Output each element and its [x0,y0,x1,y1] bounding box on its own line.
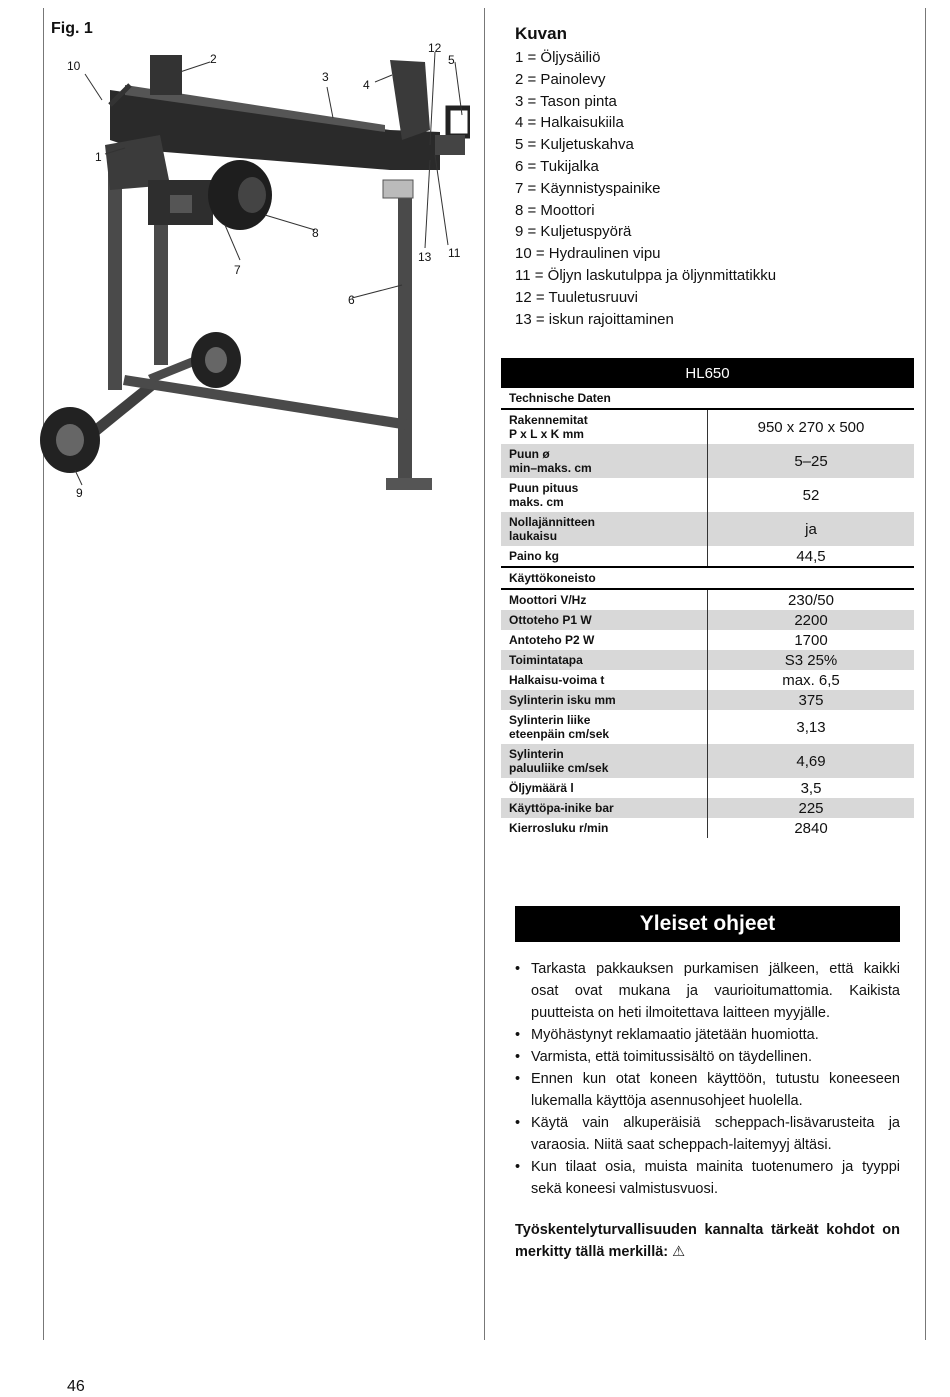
legend-item: 8 = Moottori [515,201,595,219]
spec-value: 2200 [708,610,915,630]
page-number: 46 [67,1378,85,1395]
legend-item: 2 = Painolevy [515,70,606,88]
legend-item: 10 = Hydraulinen vipu [515,245,661,263]
bullet-marker: • [515,1115,521,1131]
instruction-text: Varmista, että toimitussisältö on täydellinen. [531,1049,813,1065]
callout-13: 13 [418,250,432,264]
spec-value: 230/50 [708,589,915,610]
spec-label: Nollajännitteen laukaisu [501,512,708,546]
spec-row [501,546,914,567]
callout-5: 5 [448,53,455,67]
spec-label: Puun pituus maks. cm [509,481,579,509]
motor-endcap [238,177,266,213]
wheel-hub-front [56,424,84,456]
spec-value: 3,5 [708,778,915,798]
instructions-list [515,958,900,1200]
section-drive: Käyttökoneisto [501,567,914,589]
spec-row [501,778,914,798]
instruction-text: Myöhästynyt reklamaatio jätetään huomiotta. [531,1027,819,1043]
spec-row [501,690,914,710]
figure-legend [515,24,776,330]
support-leg [398,195,412,485]
callout-1: 1 [95,150,102,164]
legend-item: 13 = iskun rajoittaminen [515,310,674,328]
spec-row [501,818,914,838]
instruction-text: Ennen kun otat koneen käyttöön, tutustu koneeseen lukemalla käyttöja asennusohjeet huolella. [531,1071,900,1109]
model-header: HL650 [501,358,914,388]
front-leg-left [108,170,122,390]
column-divider-right [925,8,926,1340]
splitting-wedge [390,60,430,140]
legend-item: 5 = Kuljetuskahva [515,136,634,154]
spec-row [501,744,914,778]
spec-label: Paino kg [501,546,708,567]
start-button [170,195,192,213]
spec-value: S3 25% [708,650,915,670]
bullet-marker: • [515,1027,521,1043]
legend-title: Kuvan [515,24,567,43]
instruction-text: Tarkasta pakkauksen purkamisen jälkeen, että kaikki osat ovat mukana ja vaurioitumattomia. Kaikista puutteista on heti ilmoitettava laitteen myyjälle. [531,961,900,1021]
spec-value: 52 [708,478,915,512]
spec-row [501,610,914,630]
callout-7: 7 [234,263,241,277]
spec-label: Käyttöpa-inike bar [501,798,708,818]
log-splitter-illustration [30,30,470,500]
legend-item: 1 = Öljysäiliö [515,49,601,66]
legend-item: 9 = Kuljetuspyörä [515,223,632,241]
legend-item: 12 = Tuuletusruuvi [515,288,638,306]
instruction-text: Käytä vain alkuperäisiä scheppach-lisävarusteita ja varaosia. Niitä saat scheppach-laitemyyj ältäsi. [531,1115,900,1153]
leg-foot [386,478,432,490]
callout-6: 6 [348,293,355,307]
legend-item: 4 = Halkaisukiila [515,114,624,132]
safety-note: Työskentelyturvallisuuden kannalta tärkeät kohdot on merkitty tällä merkillä: ⚠ [515,1222,900,1260]
spec-label: Sylinterin liike eteenpäin cm/sek [509,713,610,741]
spec-label: Halkaisu-voima t [509,673,605,687]
leg-bracket [383,180,413,198]
callout-11: 11 [448,246,461,260]
bullet-marker: • [515,1159,521,1175]
spec-row [501,798,914,818]
spec-value: 5–25 [708,444,915,478]
spec-label: Sylinterin isku mm [501,690,708,710]
instruction-item [515,1046,900,1068]
instruction-item [515,1112,900,1156]
spec-value: 2840 [708,818,915,838]
column-divider-middle [484,8,485,1340]
spec-row [501,650,914,670]
spec-value: 3,13 [708,710,915,744]
spec-value: 1700 [708,630,915,650]
spec-label: Moottori V/Hz [509,593,587,607]
spec-row [501,478,914,512]
technical-data-table [501,358,914,838]
instruction-item [515,958,900,1024]
figure-label: Fig. 1 [51,20,93,37]
spec-row [501,409,914,444]
spec-row [501,630,914,650]
spec-row [501,710,914,744]
instruction-item [515,1024,900,1046]
legend-item: 3 = Tason pinta [515,92,617,110]
callout-8: 8 [312,226,319,240]
bullet-marker: • [515,961,521,977]
callout-10: 10 [67,59,81,73]
spec-label: Kierrosluku r/min [509,821,609,835]
spec-value: 375 [708,690,915,710]
spec-label: Puun ø min–maks. cm [501,444,708,478]
spec-value: max. 6,5 [708,670,915,690]
spec-row [501,512,914,546]
spec-value: ja [708,512,915,546]
spec-value: 4,69 [708,744,915,778]
bullet-marker: • [515,1049,521,1065]
callout-4: 4 [363,78,370,92]
spec-value: 225 [708,798,915,818]
spec-label: Antoteho P2 W [509,633,595,647]
instruction-text: Kun tilaat osia, muista mainita tuotenumero ja tyyppi sekä koneesi valmistusvuosi. [531,1159,900,1197]
spec-row [501,589,914,610]
wheel-hub-rear [205,347,227,373]
instruction-item [515,1156,900,1200]
spec-label: Öljymäärä l [509,781,574,795]
spec-row [501,670,914,690]
callout-9: 9 [76,486,83,500]
end-block [435,135,465,155]
spec-label: Sylinterin paluuliike cm/sek [501,744,708,778]
legend-item: 7 = Käynnistyspainike [515,179,661,197]
spec-value: 44,5 [708,546,915,567]
transport-handle [448,108,470,136]
legend-item: 6 = Tukijalka [515,157,599,175]
spec-label: Ottoteho P1 W [501,610,708,630]
spec-label: Toimintatapa [501,650,708,670]
spec-row [501,444,914,478]
instruction-item [515,1068,900,1112]
section-technical-data: Technische Daten [501,388,914,409]
legend-item: 11 = Öljyn laskutulppa ja öljynmittatikku [515,266,777,284]
callout-2: 2 [210,52,217,66]
callout-12: 12 [428,41,442,55]
pusher-plate [150,55,182,95]
spec-label: Rakennemitat P x L x K mm [509,413,588,441]
base-bar-long [123,375,410,430]
spec-value: 950 x 270 x 500 [708,409,915,444]
general-instructions-heading: Yleiset ohjeet [515,906,900,942]
bullet-marker: • [515,1071,521,1087]
callout-3: 3 [322,70,329,84]
